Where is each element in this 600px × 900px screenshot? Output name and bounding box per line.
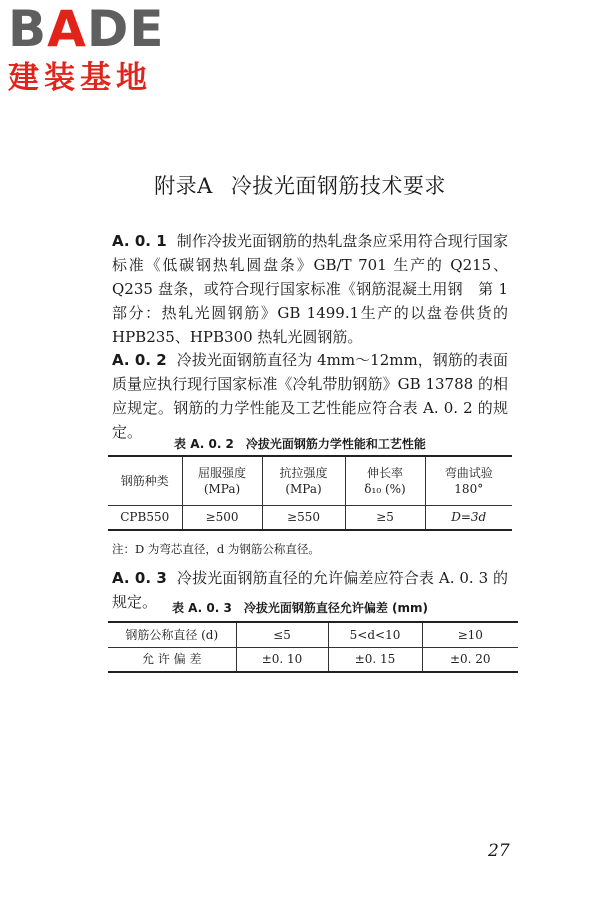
- table-a03-caption: [0, 599, 600, 616]
- table-a02-caption: [0, 435, 600, 452]
- logo-letter-a: A: [47, 0, 87, 58]
- clause-text: 冷拔光面钢筋直径为 4mm～12mm，钢筋的表面质量应执行现行国家标准《冷轧带肋钢筋》GB 13788 的相应规定。钢筋的力学性能及工艺性能应符合表 A. 0. 2 的规定。: [112, 351, 509, 441]
- clause-number: A. 0. 2: [112, 351, 167, 369]
- header-cell: ≤5: [236, 622, 328, 647]
- table-title: 冷拔光面钢筋力学性能和工艺性能: [245, 437, 426, 451]
- header-cell: ≥10: [422, 622, 518, 647]
- table-header-row: [108, 456, 512, 505]
- logo-letter-b: B: [8, 0, 48, 58]
- table-note: 注：D 为弯芯直径，d 为钢筋公称直径。: [112, 542, 320, 556]
- clause-number: A. 0. 3: [112, 569, 167, 587]
- clause-text: 冷拔光面钢筋直径的允许偏差应符合表 A. 0. 3 的规定。: [112, 569, 508, 611]
- bade-logo: [8, 0, 165, 96]
- header-cell: 抗拉强度 (MPa): [262, 456, 345, 505]
- table-row: [108, 505, 512, 530]
- table-cell: ±0. 10: [236, 647, 328, 672]
- table-cell: ≥550: [262, 505, 345, 530]
- table-header-row: [108, 622, 518, 647]
- table-cell: ≥5: [345, 505, 425, 530]
- logo-wordmark: [8, 0, 165, 58]
- header-cell: 伸长率 δ₁₀ (%): [345, 456, 425, 505]
- logo-letters-de: DE: [86, 0, 165, 58]
- table-cell: 允 许 偏 差: [108, 647, 236, 672]
- header-cell: 5<d<10: [328, 622, 422, 647]
- header-cell: 屈服强度 (MPa): [182, 456, 262, 505]
- header-cell: 弯曲试验 180°: [425, 456, 512, 505]
- table-cell: D=3d: [425, 505, 512, 530]
- appendix-heading: 冷拔光面钢筋技术要求: [230, 174, 446, 198]
- header-cell: 钢筋公称直径 (d): [108, 622, 236, 647]
- table-cell: CPB550: [108, 505, 182, 530]
- table-row: [108, 647, 518, 672]
- clause-text: 制作冷拔光面钢筋的热轧盘条应采用符合现行国家标准《低碳钢热轧圆盘条》GB/T 701 生产的 Q215、Q235 盘条，或符合现行国家标准《钢筋混凝土用钢 第 1 部分：热轧光圆钢筋》GB 1499.1生产的以盘卷供货的 HPB235、HPB300 热轧光圆钢筋。: [112, 232, 508, 346]
- logo-subtitle: 建装基地: [8, 60, 152, 96]
- table-a03: [108, 621, 518, 673]
- page-number: 27: [488, 841, 510, 861]
- clause-a01: [112, 229, 508, 349]
- table-cell: ≥500: [182, 505, 262, 530]
- header-cell: 钢筋种类: [108, 456, 182, 505]
- appendix-title: [0, 170, 600, 200]
- table-number: 表 A. 0. 3: [171, 601, 232, 615]
- clause-number: A. 0. 1: [112, 232, 167, 250]
- clause-a02: [112, 348, 508, 444]
- table-title: 冷拔光面钢筋直径允许偏差 (mm): [243, 601, 429, 615]
- table-cell: ±0. 20: [422, 647, 518, 672]
- table-number: 表 A. 0. 2: [174, 437, 234, 451]
- appendix-label: 附录A: [154, 174, 213, 198]
- table-a02: [108, 455, 512, 531]
- table-cell: ±0. 15: [328, 647, 422, 672]
